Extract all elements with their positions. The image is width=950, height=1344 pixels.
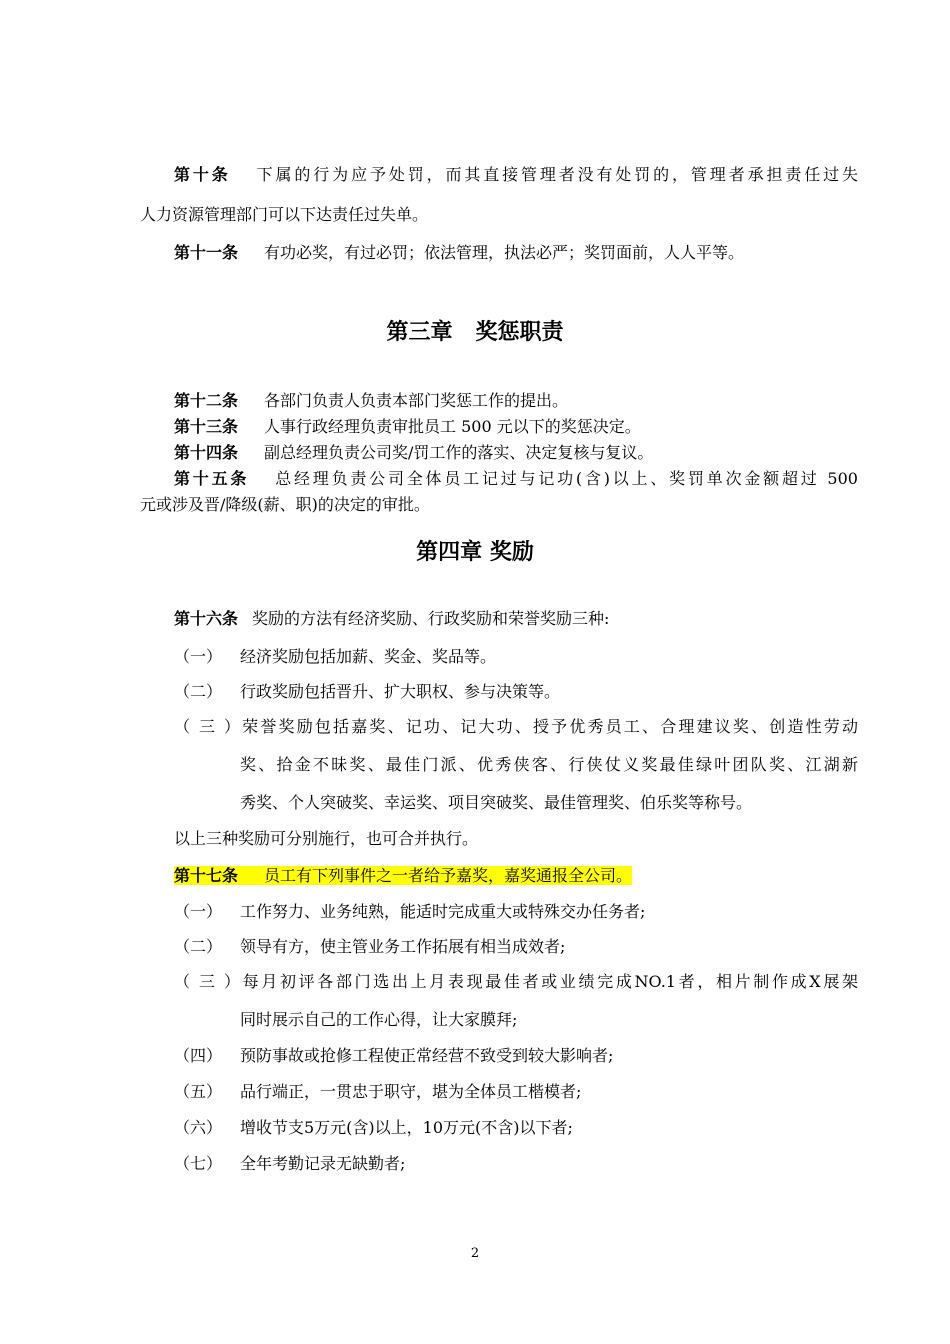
article-17-item-2 xyxy=(174,935,565,959)
item-text: 品行端正，一贯忠于职守，堪为全体员工楷模者; xyxy=(240,1082,582,1101)
article-15-label: 第十五条 xyxy=(174,469,250,488)
article-16-item-1 xyxy=(174,645,496,669)
article-17-item-6 xyxy=(174,1116,573,1140)
article-15-text: 总经理负责公司全体员工记过与记功(含)以上、奖罚单次金额超过 500 xyxy=(275,469,858,488)
article-17 xyxy=(174,864,632,888)
item-number: （一） xyxy=(174,647,223,666)
article-11-label: 第十一条 xyxy=(174,243,239,262)
item-number: （三） xyxy=(174,717,240,736)
article-17-item-5 xyxy=(174,1080,581,1104)
article-16-label: 第十六条 xyxy=(174,609,239,628)
article-13-label: 第十三条 xyxy=(174,417,239,436)
item-number: （二） xyxy=(174,682,223,701)
article-17-item-3-cont1: 同时展示自己的工作心得，让大家膜拜; xyxy=(240,1010,518,1029)
item-number: （二） xyxy=(174,937,223,956)
article-10-line1 xyxy=(174,163,858,187)
page-number: 2 xyxy=(470,1246,480,1261)
item-text: 行政奖励包括晋升、扩大职权、参与决策等。 xyxy=(240,682,561,701)
article-16-item-3-cont1: 奖、拾金不昧奖、最佳门派、优秀侠客、行侠仗义奖最佳绿叶团队奖、江湖新 xyxy=(240,755,858,774)
article-16-item-2 xyxy=(174,680,560,704)
article-12 xyxy=(174,389,568,413)
article-17-item-7 xyxy=(174,1152,405,1176)
article-13-text: 人事行政经理负责审批员工 500 元以下的奖惩决定。 xyxy=(264,417,641,436)
item-text: 荣誉奖励包括嘉奖、记功、记大功、授予优秀员工、合理建议奖、创造性劳动 xyxy=(240,717,858,736)
chapter-3-heading: 第三章 奖惩职责 xyxy=(386,320,564,345)
article-12-label: 第十二条 xyxy=(174,391,239,410)
article-14 xyxy=(174,441,653,465)
article-15-line1 xyxy=(174,467,858,491)
article-17-highlight xyxy=(174,866,632,885)
item-number: （五） xyxy=(174,1082,223,1101)
article-16-item-3-cont2: 秀奖、个人突破奖、幸运奖、项目突破奖、最佳管理奖、伯乐奖等称号。 xyxy=(240,793,753,812)
item-number: （一） xyxy=(174,902,223,921)
item-text: 预防事故或抢修工程使正常经营不致受到较大影响者; xyxy=(240,1046,614,1065)
item-text: 工作努力、业务纯熟，能适时完成重大或特殊交办任务者; xyxy=(240,902,646,921)
article-10-label: 第十条 xyxy=(174,165,231,184)
item-number: （七） xyxy=(174,1154,223,1173)
article-17-item-4 xyxy=(174,1044,613,1068)
article-10-continuation: 人力资源管理部门可以下达责任过失单。 xyxy=(140,205,429,224)
article-11-text: 有功必奖，有过必罚；依法管理，执法必严；奖罚面前，人人平等。 xyxy=(264,243,745,262)
item-number: （四） xyxy=(174,1046,223,1065)
article-16-note: 以上三种奖励可分别施行，也可合并执行。 xyxy=(174,829,479,848)
article-11 xyxy=(174,241,744,265)
article-15-continuation: 元或涉及晋/降级(薪、职)的决定的审批。 xyxy=(140,495,430,514)
article-17-item-1 xyxy=(174,900,645,924)
article-10-text: 下属的行为应予处罚，而其直接管理者没有处罚的，管理者承担责任过失 xyxy=(256,165,858,184)
item-text: 全年考勤记录无缺勤者; xyxy=(240,1154,406,1173)
article-16 xyxy=(174,607,609,631)
item-text: 经济奖励包括加薪、奖金、奖品等。 xyxy=(240,647,497,666)
item-text: 每月初评各部门选出上月表现最佳者或业绩完成NO.1者，相片制作成X展架 xyxy=(240,972,858,991)
chapter-4-heading: 第四章 奖励 xyxy=(416,540,534,565)
item-text: 增收节支5万元(含)以上，10万元(不含)以下者; xyxy=(240,1118,573,1137)
item-number: （三） xyxy=(174,972,240,991)
article-17-text: 员工有下列事件之一者给予嘉奖，嘉奖通报全公司。 xyxy=(264,866,633,885)
article-14-label: 第十四条 xyxy=(174,443,239,462)
item-text: 领导有方，使主管业务工作拓展有相当成效者; xyxy=(240,937,566,956)
article-17-item-3 xyxy=(174,970,858,994)
article-16-item-3 xyxy=(174,715,858,739)
article-14-text: 副总经理负责公司奖/罚工作的落实、决定复核与复议。 xyxy=(264,443,654,462)
item-number: （六） xyxy=(174,1118,223,1137)
article-13 xyxy=(174,415,641,439)
article-16-text: 奖励的方法有经济奖励、行政奖励和荣誉奖励三种: xyxy=(252,609,610,628)
article-12-text: 各部门负责人负责本部门奖惩工作的提出。 xyxy=(264,391,569,410)
article-17-label: 第十七条 xyxy=(174,866,239,885)
